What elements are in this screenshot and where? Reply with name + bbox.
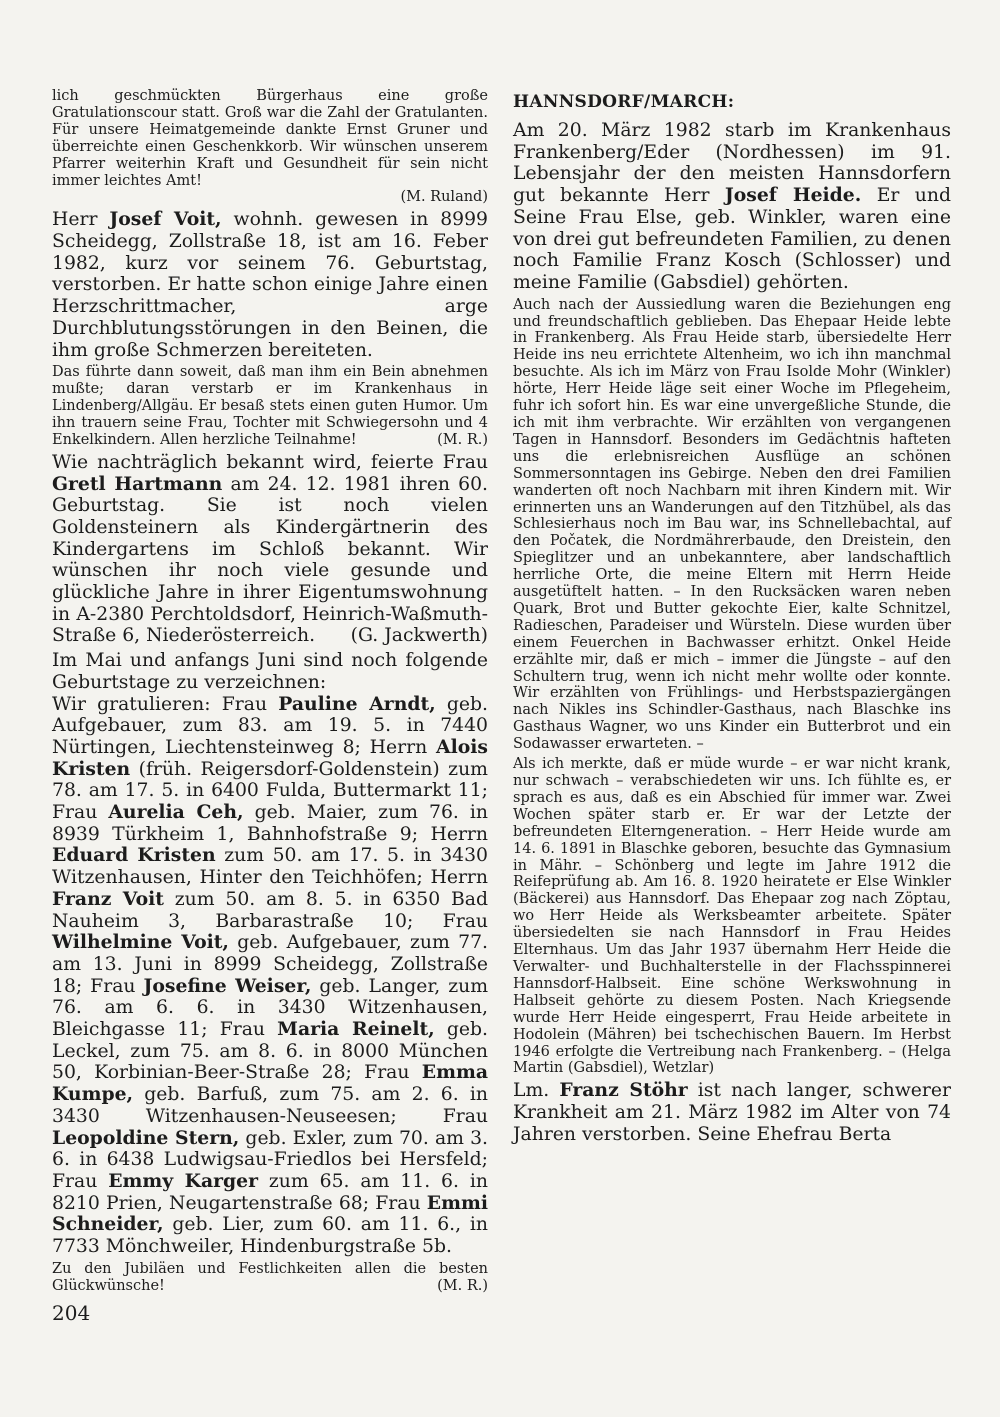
person-name: Maria Reinelt, (277, 1018, 435, 1041)
person-name: Leopoldine Stern, (52, 1126, 240, 1149)
person-name: Pauline Arndt, (278, 692, 436, 715)
text-segment: Er und Seine Frau Else, geb. Winkler, waren eine von drei gut befreundeten Familien, zu denen noch Familie Franz Kosch (Schlosser) und meine Familie (Gabsdiel) gehörten. (513, 185, 951, 293)
section-heading: HANNSDORF/MARCH: (513, 92, 735, 112)
person-name: Josefine Weiser, (143, 974, 312, 997)
paragraph-obituary-continuation (52, 364, 488, 449)
signature: (M. R.) (437, 1277, 488, 1294)
left-column (52, 88, 488, 1298)
text-segment: geb. Aufgebauer, zum 77. am 13. Juni in 8999 Scheidegg, Zollstraße 18; Frau (52, 932, 488, 997)
signature: (G. Jackwerth) (350, 625, 488, 647)
person-name: Josef Heide. (724, 184, 862, 207)
person-name: Eduard Kristen (52, 844, 216, 867)
person-name: Aurelia Ceh, (108, 801, 244, 824)
paragraph-text: lich geschmückten Bürgerhaus eine große Gratulationscour statt. Groß war die Zahl der Gratulanten. Für unsere Heimatgemeinde dankte Ernst Gruner und überreichte einen Geschenkkorb. Wir wünschen unserem Pfarrer weiterhin Kraft und Gesundheit für sein nicht immer leichtes Amt! (52, 88, 488, 189)
text-segment: geb. Lier, zum 60. am 11. 6., in 7733 Mönchweiler, Hindenburgstraße 5b. (52, 1214, 488, 1258)
paragraph-josef-heide (513, 120, 951, 294)
text-segment: geb. Aufgebauer, zum 83. am 19. 5. in 7440 Nürtingen, Liechtensteinweg 8; Herrn (52, 693, 488, 758)
text-segment: geb. Leckel, zum 75. am 8. 6. in 8000 München 50, Korbinian-Beer-Straße 28; Frau (52, 1019, 489, 1084)
paragraph-josef-voit (52, 209, 488, 361)
signature: (M. R.) (437, 431, 488, 448)
paragraph-gratulation (52, 88, 488, 206)
paragraph-closing-wishes (52, 1261, 488, 1295)
person-name: Josef Voit, (109, 208, 222, 231)
text-segment: wohnh. gewesen in 8999 Scheidegg, Zollstraße 18, ist am 16. Feber 1982, kurz vor seinem 76. Geburtstag, verstorben. Er hatte schon einige Jahre einen Herzschrittmacher, arge Durchblutungsstörungen in den Beinen, die ihm große Schmerzen bereiteten. (52, 209, 488, 361)
person-name: Franz Stöhr (559, 1079, 688, 1102)
text-segment: Wir gratulieren: Frau (52, 693, 279, 715)
paragraph-text: Zu den Jubiläen und Festlichkeiten allen die besten Glückwünsche! (52, 1260, 488, 1294)
signature: (M. Ruland) (400, 189, 488, 206)
paragraph-birthdays (52, 650, 488, 1258)
paragraph-memories: Auch nach der Aussiedlung waren die Beziehungen eng und freundschaftlich geblieben. Das Ehepaar Heide lebte in Frankenberg. Als Frau Heide starb, übersiedelte Herr Heide ins neu errichtete Altenheim, wo ich ihn manchmal besuchte. Als ich im März von Frau Isolde Mohr (Winkler) hörte, Herr Heide läge seit einer Woche im Pflegeheim, fuhr ich sofort hin. Es war eine unvergeßliche Stunde, die ich mit ihm verbrachte. Wir erzählten von vergangenen Tagen in Hannsdorf. Besonders im Gedächtnis hafteten uns die erlebnisreichen Ausflüge an schönen Sommersonntagen ins Gebirge. Neben den drei Familien wanderten oft noch Nachbarn mit ihren Kindern mit. Wir erinnerten uns an Wanderungen auf den Titzhübel, als das Schlesierhaus noch im Bau war, ins Schnellebachtal, auf den Počatek, die Nordmährerbaude, den Dreistein, den Spieglitzer und an unbekanntere, aber landschaftlich herrliche Orte, die meine Eltern mit Herrn Heide ausgetüftelt hatten. – In den Rucksäcken waren neben Quark, Brot und Butter gekochte Eier, kalte Schnitzel, Radieschen, Paradeiser und Würsteln. Diese wurden über einem Feuerchen in Bachwasser erhitzt. Onkel Heide erzählte mir, daß er mich – immer die Jüngste – auf den Schultern trug, wenn ich nicht mehr wollte oder konnte. Wir erzählten von Frühlings- und Herbstspaziergängen nach Nikles ins Schindler-Gasthaus, nach Blaschke ins Gasthaus Wagner, wo uns Kinder ein Butterbrot und ein Sodawasser erwarteten. – (513, 296, 951, 753)
text-segment: Herr (52, 209, 110, 231)
text-segment: (früh. Reigersdorf-Goldenstein) zum 78. am 17. 5. in 6400 Fulda, Buttermarkt 11; Frau (52, 758, 488, 824)
right-column (513, 88, 951, 1148)
text-segment: Im Mai und anfangs Juni sind noch folgende Geburtstage zu verzeichnen: (52, 650, 488, 693)
text-segment: geb. Langer, zum 76. am 6. 6. in 3430 Witzenhausen, Bleichgasse 11; Frau (52, 975, 489, 1041)
text-segment: geb. Maier, zum 76. in 8939 Türkheim 1, Bahnhofstraße 9; Herrn (52, 802, 489, 845)
paragraph-text: Das führte dann soweit, daß man ihm ein Bein abnehmen mußte; daran verstarb er im Krankenhaus in Lindenberg/Allgäu. Er besaß stets einen guten Humor. Um ihn trauern seine Frau, Tochter mit Schwiegersohn und 4 Enkelkindern. Allen herzliche Teilnahme! (52, 364, 488, 448)
page-number: 204 (52, 1301, 91, 1325)
person-name: Emmy Karger (108, 1170, 259, 1192)
person-name: Alois Kristen (52, 735, 488, 780)
paragraph-farewell: Als ich merkte, daß er müde wurde – er war nicht krank, nur schwach – verabschiedeten wir uns. Ich fühlte es, er sprach es aus, daß es ein Abschied für immer war. Zwei Wochen später starb er. Er war der Letzte der befreundeten Elterngeneration. – Herr Heide wurde am 14. 6. 1891 in Blaschke geboren, besuchte das Gymnasium in Mähr. – Schönberg und legte im Jahre 1912 die Reifeprüfung ab. Am 16. 8. 1920 heiratete er Else Winkler (Bäckerei) aus Hannsdorf. Das Ehepaar zog nach Zöptau, wo Herr Heide als Werksbeamter arbeitete. Später übersiedelten sie nach Hannsdorf in Frau Heides Elternhaus. Um das Jahr 1937 übernahm Herr Heide die Verwalter- und Buchhalterstelle in der Flachsspinnerei Hannsdorf-Halbseit. Eine schöne Werkswohnung in Halbseit gehörte zu diesem Posten. Nach Kriegsende wurde Herr Heide eingesperrt, Frau Heide arbeitete in Hodolein (Mähren) bei tschechischen Bauern. Im Herbst 1946 erfolgte die Vertreibung nach Frankenberg. – (Helga Martin (Gabsdiel), Wetzlar) (513, 756, 951, 1077)
person-name: Emmi Schneider, (52, 1191, 488, 1236)
paragraph-franz-stoehr (513, 1080, 951, 1145)
text-segment: am 24. 12. 1981 ihren 60. Geburtstag. Sie ist noch vielen Goldensteinern als Kindergärtnerin des Kindergartens im Schloß bekannt. Wir wünschen ihr noch viele gesunde und glückliche Jahre in ihrer Eigentumswohnung in A-2380 Perchtoldsdorf, Heinrich-Waßmuth-Straße 6, Niederösterreich. (52, 473, 488, 647)
person-name: Emma Kumpe, (52, 1061, 488, 1106)
text-segment: zum 50. am 17. 5. in 3430 Witzenhausen, Hinter den Teichhöfen; Herrn (52, 845, 489, 889)
person-name: Wilhelmine Voit, (52, 931, 229, 954)
text-segment: Wie nachträglich bekannt wird, feierte Frau (52, 451, 488, 473)
text-segment: Am 20. März 1982 starb im Krankenhaus Frankenberg/Eder (Nordhessen) im 91. Lebensjahr der den meisten Hannsdorfern gut bekannte Herr (513, 120, 951, 207)
text-segment: zum 65. am 11. 6. in 8210 Prien, Neugartenstraße 68; Frau (52, 1171, 488, 1214)
person-name: Gretl Hartmann (52, 472, 223, 495)
text-segment: geb. Exler, zum 70. am 3. 6. in 6438 Ludwigsau-Friedlos bei Hersfeld; Frau (52, 1127, 488, 1192)
text-segment: Lm. (513, 1080, 560, 1102)
person-name: Franz Voit (52, 887, 164, 910)
text-segment: zum 50. am 8. 5. in 6350 Bad Nauheim 3, Barbarastraße 10; Frau (52, 888, 488, 932)
paragraph-gretl-hartmann (52, 452, 488, 647)
text-segment: geb. Barfuß, zum 75. am 2. 6. in 3430 Witzenhausen-Neuseesen; Frau (52, 1084, 488, 1127)
text-segment: ist nach langer, schwerer Krankheit am 21. März 1982 im Alter von 74 Jahren verstorben. Seine Ehefrau Berta (513, 1080, 951, 1145)
